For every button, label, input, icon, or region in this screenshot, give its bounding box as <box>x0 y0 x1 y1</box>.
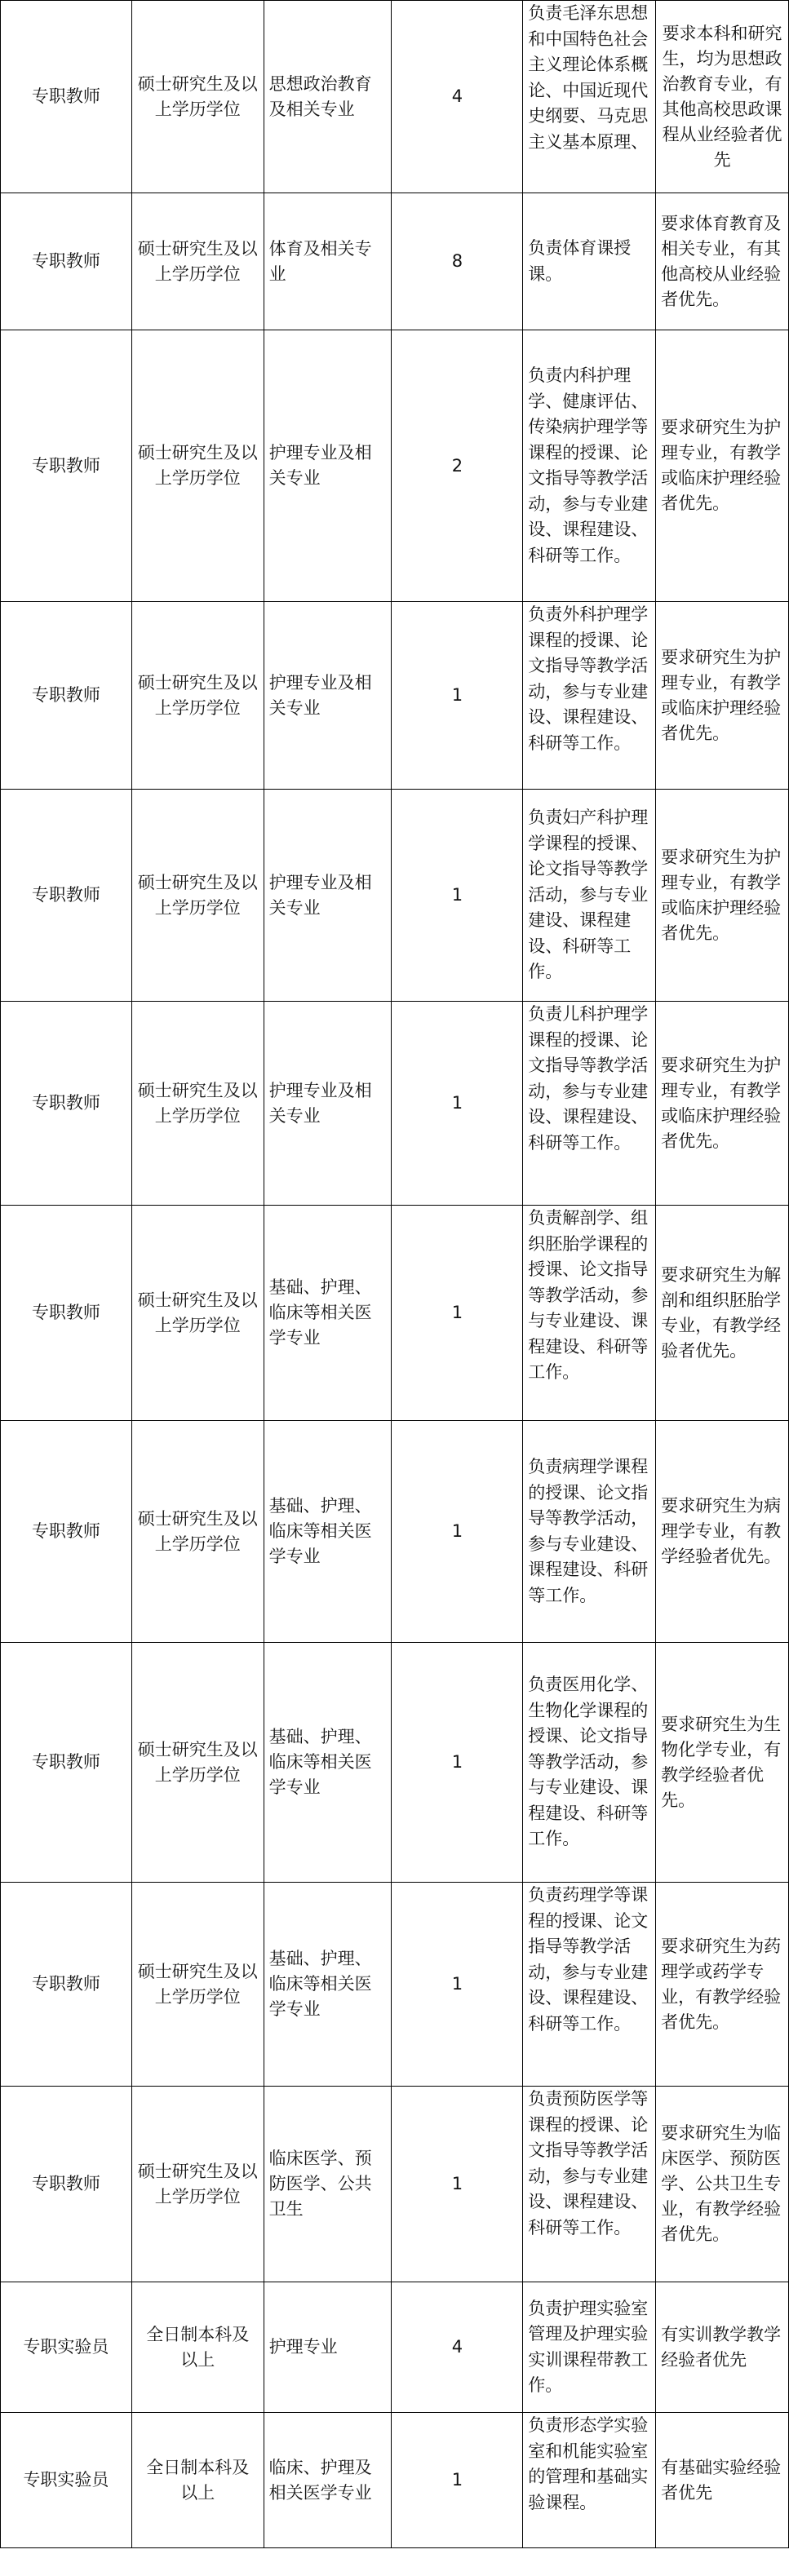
requirements-cell: 要求研究生为护理专业，有教学或临床护理经验者优先。 <box>656 602 789 790</box>
education-cell: 全日制本科及以上 <box>131 2282 264 2413</box>
position-cell: 专职教师 <box>1 330 132 602</box>
requirements-cell: 要求研究生为护理专业，有教学或临床护理经验者优先。 <box>656 1002 789 1206</box>
count-cell: 1 <box>392 2413 523 2548</box>
duties-cell: 负责儿科护理学课程的授课、论文指导等教学活动，参与专业建设、课程建设、科研等工作。 <box>523 1002 656 1206</box>
duties-cell: 负责妇产科护理学课程的授课、论文指导等教学活动，参与专业建设、课程建设、科研等工作。 <box>523 790 656 1002</box>
duties-cell: 负责体育课授课。 <box>523 193 656 330</box>
major-cell: 护理专业 <box>264 2282 392 2413</box>
position-cell: 专职教师 <box>1 2087 132 2282</box>
table-row <box>1 330 789 602</box>
position-cell: 专职教师 <box>1 1206 132 1421</box>
duties-cell: 负责药理学等课程的授课、论文指导等教学活动，参与专业建设、课程建设、科研等工作。 <box>523 1883 656 2087</box>
count-cell: 4 <box>392 2282 523 2413</box>
requirements-cell: 要求研究生为药理学或药学专业，有教学经验者优先。 <box>656 1883 789 2087</box>
duties-cell: 负责病理学课程的授课、论文指导等教学活动，参与专业建设、课程建设、科研等工作。 <box>523 1421 656 1643</box>
table-row <box>1 2087 789 2282</box>
requirements-cell: 有实训教学教学经验者优先 <box>656 2282 789 2413</box>
position-cell: 专职教师 <box>1 1421 132 1643</box>
education-cell: 硕士研究生及以上学历学位 <box>131 193 264 330</box>
position-cell: 专职实验员 <box>1 2413 132 2548</box>
requirements-cell: 要求体育教育及相关专业，有其他高校从业经验者优先。 <box>656 193 789 330</box>
requirements-cell: 要求研究生为病理学专业，有教学经验者优先。 <box>656 1421 789 1643</box>
table-row <box>1 1206 789 1421</box>
position-cell: 专职实验员 <box>1 2282 132 2413</box>
table-row <box>1 1002 789 1206</box>
education-cell: 硕士研究生及以上学历学位 <box>131 330 264 602</box>
table-row <box>1 2413 789 2548</box>
position-cell: 专职教师 <box>1 1643 132 1883</box>
table-row <box>1 2282 789 2413</box>
education-cell: 硕士研究生及以上学历学位 <box>131 2087 264 2282</box>
requirements-cell: 要求研究生为生物化学专业，有教学经验者优先。 <box>656 1643 789 1883</box>
duties-cell: 负责预防医学等课程的授课、论文指导等教学活动，参与专业建设、课程建设、科研等工作。 <box>523 2087 656 2282</box>
position-cell: 专职教师 <box>1 790 132 1002</box>
requirements-cell: 要求研究生为护理专业，有教学或临床护理经验者优先。 <box>656 330 789 602</box>
position-cell: 专职教师 <box>1 602 132 790</box>
position-cell: 专职教师 <box>1 193 132 330</box>
count-cell: 1 <box>392 602 523 790</box>
table-row <box>1 790 789 1002</box>
duties-cell: 负责解剖学、组织胚胎学课程的授课、论文指导等教学活动，参与专业建设、课程建设、科研等工作。 <box>523 1206 656 1421</box>
duties-cell: 负责医用化学、生物化学课程的授课、论文指导等教学活动，参与专业建设、课程建设、科研等工作。 <box>523 1643 656 1883</box>
major-cell: 护理专业及相关专业 <box>264 330 392 602</box>
count-cell: 1 <box>392 1206 523 1421</box>
count-cell: 1 <box>392 1643 523 1883</box>
count-cell: 1 <box>392 1421 523 1643</box>
count-cell: 4 <box>392 1 523 193</box>
major-cell: 护理专业及相关专业 <box>264 1002 392 1206</box>
count-cell: 2 <box>392 330 523 602</box>
major-cell: 临床、护理及相关医学专业 <box>264 2413 392 2548</box>
major-cell: 体育及相关专业 <box>264 193 392 330</box>
major-cell: 基础、护理、临床等相关医学专业 <box>264 1421 392 1643</box>
requirements-cell: 有基础实验经验者优先 <box>656 2413 789 2548</box>
education-cell: 硕士研究生及以上学历学位 <box>131 1 264 193</box>
position-cell: 专职教师 <box>1 1 132 193</box>
table-row <box>1 1 789 193</box>
major-cell: 思想政治教育及相关专业 <box>264 1 392 193</box>
duties-cell: 负责形态学实验室和机能实验室的管理和基础实验课程。 <box>523 2413 656 2548</box>
education-cell: 硕士研究生及以上学历学位 <box>131 1002 264 1206</box>
requirements-cell: 要求研究生为解剖和组织胚胎学专业，有教学经验者优先。 <box>656 1206 789 1421</box>
major-cell: 护理专业及相关专业 <box>264 602 392 790</box>
education-cell: 全日制本科及以上 <box>131 2413 264 2548</box>
education-cell: 硕士研究生及以上学历学位 <box>131 602 264 790</box>
major-cell: 基础、护理、临床等相关医学专业 <box>264 1206 392 1421</box>
count-cell: 1 <box>392 790 523 1002</box>
table-row <box>1 1643 789 1883</box>
education-cell: 硕士研究生及以上学历学位 <box>131 1883 264 2087</box>
count-cell: 1 <box>392 1002 523 1206</box>
table-row <box>1 602 789 790</box>
position-cell: 专职教师 <box>1 1883 132 2087</box>
major-cell: 基础、护理、临床等相关医学专业 <box>264 1643 392 1883</box>
requirements-cell: 要求研究生为护理专业，有教学或临床护理经验者优先。 <box>656 790 789 1002</box>
count-cell: 8 <box>392 193 523 330</box>
position-cell: 专职教师 <box>1 1002 132 1206</box>
duties-cell: 负责护理实验室管理及护理实验实训课程带教工作。 <box>523 2282 656 2413</box>
major-cell: 基础、护理、临床等相关医学专业 <box>264 1883 392 2087</box>
major-cell: 护理专业及相关专业 <box>264 790 392 1002</box>
education-cell: 硕士研究生及以上学历学位 <box>131 1206 264 1421</box>
table-row <box>1 193 789 330</box>
education-cell: 硕士研究生及以上学历学位 <box>131 1643 264 1883</box>
education-cell: 硕士研究生及以上学历学位 <box>131 1421 264 1643</box>
duties-cell: 负责外科护理学课程的授课、论文指导等教学活动，参与专业建设、课程建设、科研等工作。 <box>523 602 656 790</box>
education-cell: 硕士研究生及以上学历学位 <box>131 790 264 1002</box>
count-cell: 1 <box>392 1883 523 2087</box>
duties-cell: 负责毛泽东思想和中国特色社会主义理论体系概论、中国近现代史纲要、马克思主义基本原理、 <box>523 1 656 193</box>
count-cell: 1 <box>392 2087 523 2282</box>
major-cell: 临床医学、预防医学、公共卫生 <box>264 2087 392 2282</box>
requirements-cell: 要求本科和研究生，均为思想政治教育专业，有其他高校思政课程从业经验者优先 <box>656 1 789 193</box>
table-row <box>1 1421 789 1643</box>
duties-cell: 负责内科护理学、健康评估、传染病护理学等课程的授课、论文指导等教学活动，参与专业建设、课程建设、科研等工作。 <box>523 330 656 602</box>
requirements-cell: 要求研究生为临床医学、预防医学、公共卫生专业，有教学经验者优先。 <box>656 2087 789 2282</box>
table-row <box>1 1883 789 2087</box>
